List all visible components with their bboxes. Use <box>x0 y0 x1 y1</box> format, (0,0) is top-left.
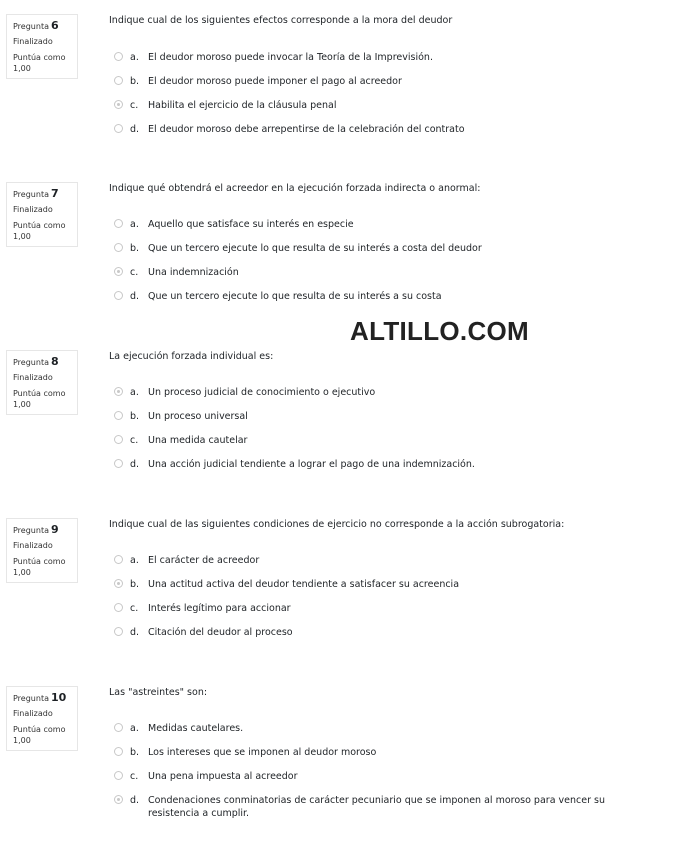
radio-button-selected[interactable] <box>114 579 123 588</box>
question-text: Las "astreintes" son: <box>109 687 208 698</box>
answer-option[interactable]: d. El deudor moroso debe arrepentirse de la celebración del contrato <box>112 123 682 147</box>
radio-button[interactable] <box>114 411 123 420</box>
question-state: Finalizado <box>13 709 53 718</box>
answer-option[interactable]: b. Un proceso universal <box>112 410 682 434</box>
answer-option[interactable]: c. Una pena impuesta al acreedor <box>112 770 682 794</box>
radio-button-selected[interactable] <box>114 387 123 396</box>
question-state: Finalizado <box>13 541 53 550</box>
radio-button-selected[interactable] <box>114 795 123 804</box>
question-grade: Puntúa como 1,00 <box>13 557 66 577</box>
answer-option[interactable]: c. Habilita el ejercicio de la cláusula penal <box>112 99 682 123</box>
radio-button[interactable] <box>114 723 123 732</box>
question-grade: Puntúa como 1,00 <box>13 389 66 409</box>
radio-button[interactable] <box>114 627 123 636</box>
radio-button[interactable] <box>114 124 123 133</box>
answer-option[interactable]: b. El deudor moroso puede imponer el pago al acreedor <box>112 75 682 99</box>
answer-option[interactable]: b. Que un tercero ejecute lo que resulta de su interés a costa del deudor <box>112 242 682 266</box>
radio-button[interactable] <box>114 603 123 612</box>
answer-option[interactable]: a. Aquello que satisface su interés en especie <box>112 218 682 242</box>
answer-option[interactable]: c. Una indemnización <box>112 266 682 290</box>
question-number: Pregunta 8 <box>13 355 59 368</box>
radio-button[interactable] <box>114 435 123 444</box>
answer-list <box>112 722 682 824</box>
question-state: Finalizado <box>13 373 53 382</box>
question-number: Pregunta 7 <box>13 187 59 200</box>
radio-button[interactable] <box>114 243 123 252</box>
radio-button[interactable] <box>114 76 123 85</box>
question-info <box>6 518 78 583</box>
answer-option[interactable]: a. Un proceso judicial de conocimiento o ejecutivo <box>112 386 682 410</box>
question-state: Finalizado <box>13 37 53 46</box>
radio-button-selected[interactable] <box>114 267 123 276</box>
question-text: Indique cual de los siguientes efectos corresponde a la mora del deudor <box>109 15 453 26</box>
question-grade: Puntúa como 1,00 <box>13 53 66 73</box>
answer-option[interactable]: a. El deudor moroso puede invocar la Teoría de la Imprevisión. <box>112 51 682 75</box>
question-grade: Puntúa como 1,00 <box>13 221 66 241</box>
watermark: ALTILLO.COM <box>350 316 530 346</box>
answer-option[interactable]: d. Que un tercero ejecute lo que resulta de su interés a su costa <box>112 290 682 314</box>
question-text: Indique qué obtendrá el acreedor en la ejecución forzada indirecta o anormal: <box>109 183 481 194</box>
question-info <box>6 14 78 79</box>
answer-option[interactable]: b. Una actitud activa del deudor tendiente a satisfacer su acreencia <box>112 578 682 602</box>
radio-button[interactable] <box>114 52 123 61</box>
question-text: Indique cual de las siguientes condiciones de ejercicio no corresponde a la acción subrogatoria: <box>109 519 565 530</box>
question-state: Finalizado <box>13 205 53 214</box>
question-text: La ejecución forzada individual es: <box>109 351 274 362</box>
answer-option[interactable]: d. Citación del deudor al proceso <box>112 626 682 650</box>
question-info <box>6 686 78 751</box>
radio-button[interactable] <box>114 459 123 468</box>
question-info <box>6 182 78 247</box>
answer-option[interactable]: b. Los intereses que se imponen al deudor moroso <box>112 746 682 770</box>
question-number: Pregunta 6 <box>13 19 59 32</box>
question-info <box>6 350 78 415</box>
answer-option[interactable]: c. Interés legítimo para accionar <box>112 602 682 626</box>
question-number: Pregunta 9 <box>13 523 59 536</box>
answer-list <box>112 554 682 650</box>
radio-button[interactable] <box>114 771 123 780</box>
question-number: Pregunta 10 <box>13 691 67 704</box>
question-grade: Puntúa como 1,00 <box>13 725 66 745</box>
answer-option[interactable]: a. El carácter de acreedor <box>112 554 682 578</box>
radio-button[interactable] <box>114 291 123 300</box>
answer-list <box>112 386 682 482</box>
answer-option[interactable]: a. Medidas cautelares. <box>112 722 682 746</box>
radio-button-selected[interactable] <box>114 100 123 109</box>
answer-option[interactable]: d. Una acción judicial tendiente a lograr el pago de una indemnización. <box>112 458 682 482</box>
radio-button[interactable] <box>114 555 123 564</box>
answer-list <box>112 51 682 147</box>
radio-button[interactable] <box>114 747 123 756</box>
answer-option[interactable]: c. Una medida cautelar <box>112 434 682 458</box>
answer-option[interactable]: d. Condenaciones conminatorias de carácter pecuniario que se imponen al moroso para vencer su resistencia a cumplir. <box>112 794 682 824</box>
answer-list <box>112 218 682 314</box>
radio-button[interactable] <box>114 219 123 228</box>
